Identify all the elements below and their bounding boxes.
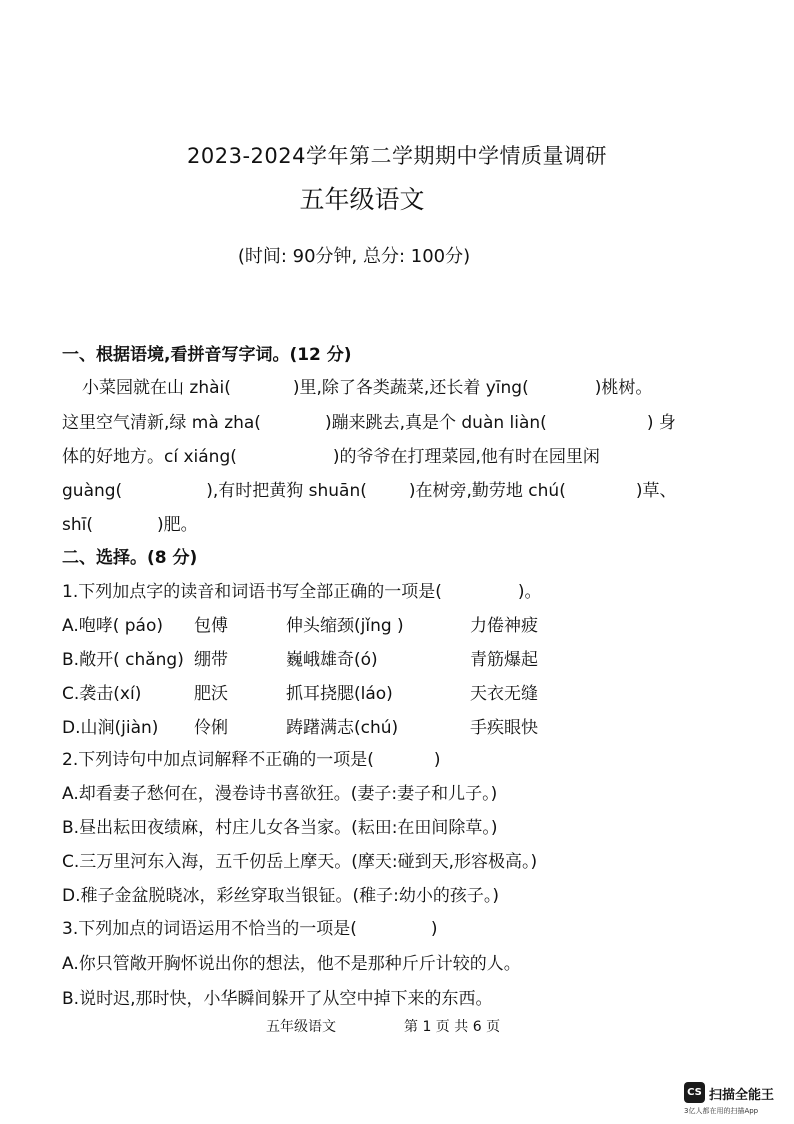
scanner-watermark bbox=[684, 1082, 784, 1116]
text-segment: ) bbox=[430, 919, 438, 939]
q2-option: C.三万里河东入海，五千仞岳上摩天。(摩天:碰到天,形容极高。) bbox=[62, 852, 538, 872]
footer-subject: 五年级语文 bbox=[266, 1019, 336, 1035]
section1-line-5 bbox=[62, 510, 198, 535]
text-segment: 2.下列诗句中加点词解释不正确的一项是( bbox=[62, 750, 374, 770]
text-segment: )草、 bbox=[635, 481, 677, 501]
q1-option-cell: 手疾眼快 bbox=[470, 718, 538, 738]
q1-option-cell: 绷带 bbox=[194, 650, 228, 670]
q2-option: B.昼出耘田夜绩麻，村庄儿女各当家。(耘田:在田间除草。) bbox=[62, 818, 498, 838]
watermark-tagline: 3亿人都在用的扫描App bbox=[684, 1107, 759, 1115]
q1-option-cell: D.山涧(jiàn) bbox=[62, 718, 159, 738]
q1-option-row bbox=[0, 645, 794, 669]
q1-option-cell: A.咆哮( páo) bbox=[62, 616, 164, 636]
question-3-stem bbox=[62, 914, 438, 939]
camscanner-logo-icon: CS bbox=[684, 1082, 705, 1103]
text-segment: 1.下列加点字的读音和词语书写全部正确的一项是( bbox=[62, 582, 442, 602]
q1-option-cell: B.敞开( chǎng) bbox=[62, 650, 184, 670]
text-segment: )肥。 bbox=[157, 515, 198, 535]
text-segment: )。 bbox=[517, 582, 542, 602]
q1-option-cell: 巍峨雄奇(ó) bbox=[286, 650, 378, 670]
text-segment: 3.下列加点的词语运用不恰当的一项是( bbox=[62, 919, 357, 939]
section1-line-4 bbox=[62, 476, 676, 501]
q2-option: D.稚子金盆脱晓冰，彩丝穿取当银钲。(稚子:幼小的孩子。) bbox=[62, 886, 499, 906]
q1-option-cell: 伸头缩颈(jǐng ) bbox=[286, 616, 404, 636]
question-2-stem bbox=[62, 745, 441, 770]
q3-option: B.说时迟,那时快，小华瞬间躲开了从空中掉下来的东西。 bbox=[62, 989, 493, 1009]
q1-option-cell: C.袭击(xí) bbox=[62, 684, 142, 704]
q1-option-cell: 伶俐 bbox=[194, 718, 228, 738]
q1-option-cell: 踌躇满志(chú) bbox=[286, 718, 399, 738]
q3-option: A.你只管敞开胸怀说出你的想法，他不是那种斤斤计较的人。 bbox=[62, 954, 521, 974]
section1-line-1 bbox=[82, 373, 652, 398]
footer-page-number: 第 1 页 共 6 页 bbox=[404, 1019, 501, 1035]
q1-option-row bbox=[0, 713, 794, 737]
time-info: (时间: 90分钟, 总分: 100分) bbox=[237, 246, 471, 267]
section2-heading: 二、选择。(8 分) bbox=[62, 548, 198, 568]
watermark-name: 扫描全能王 bbox=[709, 1088, 775, 1103]
q1-option-cell: 青筋爆起 bbox=[470, 650, 538, 670]
section1-heading: 一、根据语境,看拼音写字词。(12 分) bbox=[62, 345, 352, 365]
q1-option-row bbox=[0, 679, 794, 703]
section1-line-2 bbox=[62, 408, 676, 433]
q1-option-cell: 抓耳挠腮(láo) bbox=[286, 684, 393, 704]
text-segment: ),有时把黄狗 shuān( bbox=[206, 481, 367, 501]
exam-subtitle: 五年级语文 bbox=[299, 185, 425, 214]
text-segment: )的爷爷在打理菜园,他有时在园里闲 bbox=[332, 447, 600, 467]
text-segment: ) 身 bbox=[646, 413, 676, 433]
q2-option: A.却看妻子愁何在，漫卷诗书喜欲狂。(妻子:妻子和儿子。) bbox=[62, 784, 498, 804]
section1-line-3 bbox=[62, 442, 600, 467]
text-segment: guàng( bbox=[62, 481, 123, 501]
text-segment: 这里空气清新,绿 mà zha( bbox=[62, 413, 261, 433]
text-segment: shī( bbox=[62, 515, 93, 535]
q1-option-row bbox=[0, 611, 794, 635]
question-1-stem bbox=[62, 577, 542, 602]
q1-option-cell: 力倦神疲 bbox=[470, 616, 538, 636]
text-segment: )桃树。 bbox=[594, 378, 653, 398]
exam-title: 2023-2024学年第二学期期中学情质量调研 bbox=[187, 144, 607, 168]
q1-option-cell: 包傅 bbox=[194, 616, 228, 636]
q1-option-cell: 天衣无缝 bbox=[470, 684, 538, 704]
text-segment: )里,除了各类蔬菜,还长着 yīng( bbox=[292, 378, 529, 398]
text-segment: ) bbox=[433, 750, 441, 770]
text-segment: 体的好地方。cí xiáng( bbox=[62, 447, 237, 467]
text-segment: 小菜园就在山 zhài( bbox=[82, 378, 231, 398]
text-segment: )在树旁,勤劳地 chú( bbox=[408, 481, 566, 501]
text-segment: )蹦来跳去,真是个 duàn liàn( bbox=[324, 413, 547, 433]
q1-option-cell: 肥沃 bbox=[194, 684, 228, 704]
